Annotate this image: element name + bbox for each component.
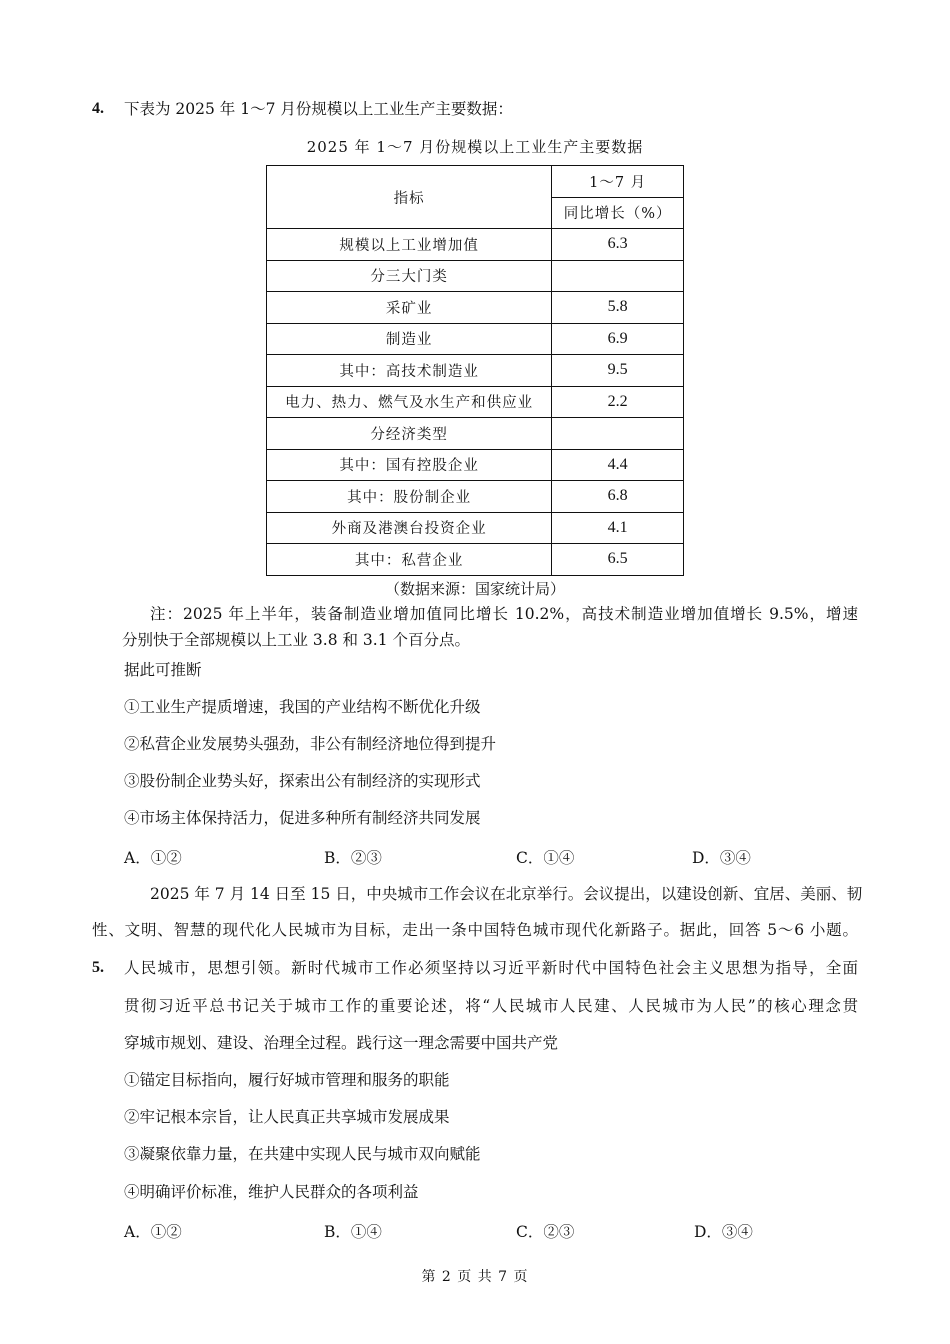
row-label: 其中：股份制企业 — [267, 481, 552, 513]
note-line-2: 分别快于全部规模以上工业 3.8 和 3.1 个百分点。 — [122, 631, 471, 649]
row-value: 4.4 — [552, 449, 684, 481]
option-a[interactable]: A．①② — [124, 849, 182, 867]
question-4-lead: 据此可推断 — [124, 661, 202, 679]
intro-line-1: 2025 年 7 月 14 日至 15 日，中央城市工作会议在北京举行。会议提出，以建设创新、宜居、美丽、韧 — [150, 885, 863, 903]
row-label: 电力、热力、燃气及水生产和供应业 — [267, 386, 552, 418]
question-5-stem-line-3: 穿城市规划、建设、治理全过程。践行这一理念需要中国共产党 — [124, 1034, 559, 1052]
header-growth: 同比增长（%） — [552, 197, 684, 229]
row-label: 其中：高技术制造业 — [267, 355, 552, 387]
table-row — [267, 292, 684, 324]
data-source: （数据来源：国家统计局） — [384, 580, 565, 598]
row-value — [552, 418, 684, 450]
question-5-item-1: ①锚定目标指向，履行好城市管理和服务的职能 — [124, 1071, 450, 1089]
option-a[interactable]: A．①② — [124, 1223, 182, 1241]
table-header-row — [267, 166, 684, 198]
page-footer: 第 2 页 共 7 页 — [421, 1269, 529, 1285]
row-label: 分经济类型 — [267, 418, 552, 450]
row-label: 其中：国有控股企业 — [267, 449, 552, 481]
question-5-number: 5. — [92, 959, 104, 976]
question-4-stem: 下表为 2025 年 1～7 月份规模以上工业生产主要数据： — [124, 100, 513, 118]
row-value: 9.5 — [552, 355, 684, 387]
table-row — [267, 418, 684, 450]
question-4-item-4: ④市场主体保持活力，促进多种所有制经济共同发展 — [124, 809, 481, 827]
header-period: 1～7 月 — [552, 166, 684, 198]
row-label: 其中：私营企业 — [267, 544, 552, 576]
industry-data-table — [266, 165, 684, 576]
row-value: 6.8 — [552, 481, 684, 513]
table-row — [267, 449, 684, 481]
option-c[interactable]: C．②③ — [516, 1223, 575, 1241]
row-value: 2.2 — [552, 386, 684, 418]
option-c[interactable]: C．①④ — [516, 849, 575, 867]
option-b[interactable]: B．①④ — [324, 1223, 382, 1241]
row-value: 6.9 — [552, 323, 684, 355]
header-indicator: 指标 — [267, 166, 552, 229]
row-label: 制造业 — [267, 323, 552, 355]
question-4-item-3: ③股份制企业势头好，探索出公有制经济的实现形式 — [124, 772, 481, 790]
table-title: 2025 年 1～7 月份规模以上工业生产主要数据 — [306, 138, 644, 156]
question-5-stem-line-1: 人民城市，思想引领。新时代城市工作必须坚持以习近平新时代中国特色社会主义思想为指导，全面 — [124, 959, 858, 977]
question-4-number: 4. — [92, 100, 104, 117]
row-value: 5.8 — [552, 292, 684, 324]
row-value: 4.1 — [552, 512, 684, 544]
row-label: 采矿业 — [267, 292, 552, 324]
question-5-item-4: ④明确评价标准，维护人民群众的各项利益 — [124, 1183, 419, 1201]
note-line-1: 注：2025 年上半年，装备制造业增加值同比增长 10.2%，高技术制造业增加值增长 9.5%，增速 — [150, 605, 858, 623]
table-row — [267, 355, 684, 387]
row-label: 规模以上工业增加值 — [267, 229, 552, 261]
question-4-item-2: ②私营企业发展势头强劲，非公有制经济地位得到提升 — [124, 735, 497, 753]
option-d[interactable]: D．③④ — [694, 1223, 753, 1241]
question-5-item-3: ③凝聚依靠力量，在共建中实现人民与城市双向赋能 — [124, 1145, 481, 1163]
table-row — [267, 481, 684, 513]
question-4-item-1: ①工业生产提质增速，我国的产业结构不断优化升级 — [124, 698, 481, 716]
question-5-stem-line-2: 贯彻习近平总书记关于城市工作的重要论述，将“人民城市人民建、人民城市为人民”的核心理念贯 — [124, 997, 858, 1015]
table-row — [267, 323, 684, 355]
row-label: 外商及港澳台投资企业 — [267, 512, 552, 544]
table-row — [267, 512, 684, 544]
row-label: 分三大门类 — [267, 260, 552, 292]
row-value: 6.5 — [552, 544, 684, 576]
table-row — [267, 260, 684, 292]
option-d[interactable]: D．③④ — [692, 849, 751, 867]
question-5-item-2: ②牢记根本宗旨，让人民真正共享城市发展成果 — [124, 1108, 450, 1126]
table-row — [267, 544, 684, 576]
table-row — [267, 386, 684, 418]
table-row — [267, 229, 684, 261]
row-value — [552, 260, 684, 292]
row-value: 6.3 — [552, 229, 684, 261]
option-b[interactable]: B．②③ — [324, 849, 382, 867]
intro-line-2: 性、文明、智慧的现代化人民城市为目标，走出一条中国特色城市现代化新路子。据此，回答 5～6 小题。 — [92, 921, 858, 939]
